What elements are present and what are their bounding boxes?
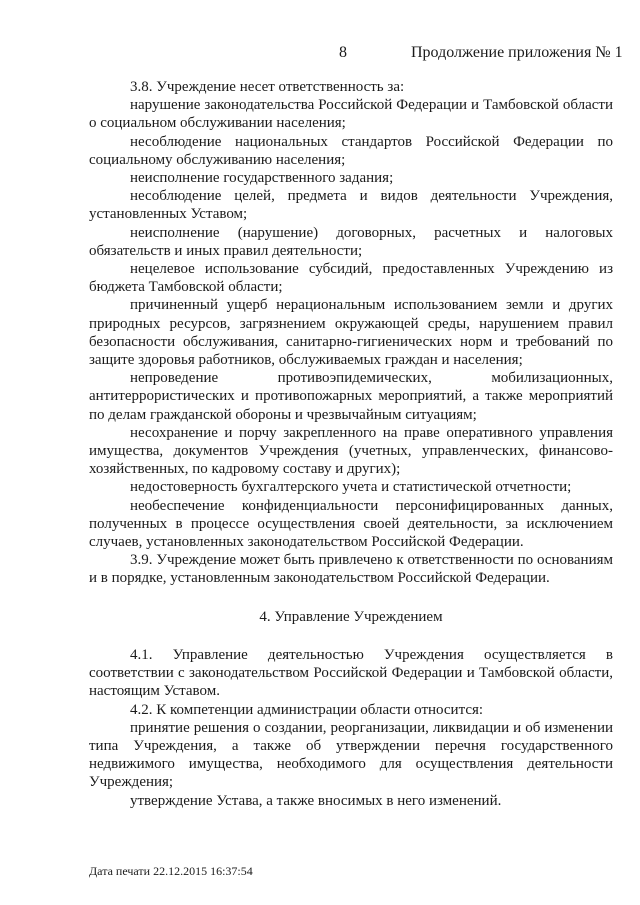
list-item: непроведение противоэпидемических, мобилизационных, антитеррористических и противопожарных мероприятий, а также мероприятий по делам гражданской обороны и чрезвычайным ситуациям; xyxy=(89,370,613,423)
list-item: несоблюдение целей, предмета и видов деятельности Учреждения, установленных Уставом; xyxy=(89,188,613,223)
list-item: нарушение законодательства Российской Федерации и Тамбовской области о социальном обслуживании населения; xyxy=(89,97,613,132)
list-item: причиненный ущерб нерациональным использованием земли и других природных ресурсов, загрязнением окружающей среды, нарушением правил безопасности обслуживания, санитарно-гигиенических норм и требований по защите здоровья работников, обслуживаемых граждан и населения; xyxy=(89,297,613,369)
print-date-footer: Дата печати 22.12.2015 16:37:54 xyxy=(89,864,253,878)
list-item: утверждение Устава, а также вносимых в него изменений. xyxy=(130,792,502,809)
document-body xyxy=(89,78,613,810)
list-item: принятие решения о создании, реорганизации, ликвидации и об изменении типа Учреждения, а также об утверждении перечня государственного недвижимого имущества, необходимого для осуществления деятельности Учреждения; xyxy=(89,719,613,791)
list-item: несохранение и порчу закрепленного на праве оперативного управления имущества, документов Учреждения (учетных, управленческих, финансово-хозяйственных, по кадровому составу и других); xyxy=(89,424,613,478)
paragraph-3-8: 3.8. Учреждение несет ответственность за: xyxy=(130,79,405,95)
list-item: неисполнение государственного задания; xyxy=(130,170,394,187)
list-item: нецелевое использование субсидий, предоставленных Учреждению из бюджета Тамбовской области; xyxy=(89,261,613,296)
list-item: необеспечение конфиденциальности персонифицированных данных, полученных в процессе осуществления своей деятельности, за исключением случаев, установленных законодательством Российской Федерации. xyxy=(89,497,613,551)
list-item: недостоверность бухгалтерского учета и статистической отчетности; xyxy=(130,479,572,496)
paragraph-4-1: 4.1. Управление деятельностью Учреждения осуществляется в соответствии с законодательством Российской Федерации и Тамбовской области, настоящим Уставом. xyxy=(89,646,613,700)
paragraph-4-2: 4.2. К компетенции администрации области относится: xyxy=(130,701,484,718)
paragraph-3-9: 3.9. Учреждение может быть привлечено к ответственности по основаниям и в порядке, установленным законодательством Российской Федерации. xyxy=(89,552,613,587)
page-number: 8 xyxy=(339,44,347,61)
list-item: неисполнение (нарушение) договорных, расчетных и налоговых обязательств и иных правил деятельности; xyxy=(89,224,613,259)
appendix-continuation-title: Продолжение приложения № 1 xyxy=(411,44,623,61)
section-heading: 4. Управление Учреждением xyxy=(259,608,443,625)
list-item: несоблюдение национальных стандартов Российской Федерации по социальному обслуживанию населения; xyxy=(89,133,613,168)
